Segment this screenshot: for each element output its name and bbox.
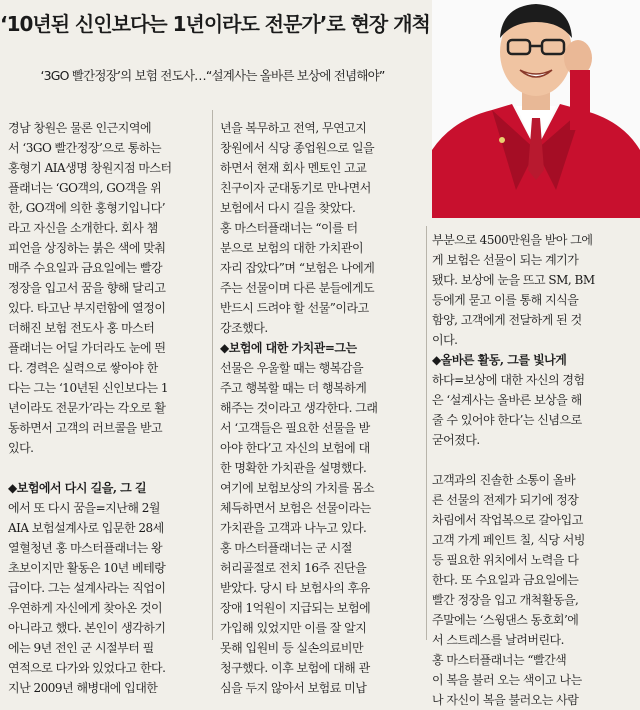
article-line: 라고 자신을 소개한다. 회사 챔 <box>8 221 158 235</box>
article-line: 강조했다. <box>220 321 268 335</box>
article-column-2 <box>220 118 420 698</box>
article-line: 더해진 보험 전도사 홍 마스터 <box>8 321 155 335</box>
article-line: 매주 수요일과 금요일에는 빨강 <box>8 261 163 275</box>
article-line <box>8 458 208 478</box>
article-line: 됐다. 보상에 눈을 뜨고 SM, BM <box>432 273 595 287</box>
article-line: 피언을 상징하는 붉은 색에 맞춰 <box>8 241 166 255</box>
article-line: 굳어졌다. <box>432 433 480 447</box>
article-line: 에는 9년 전인 군 시절부터 필 <box>8 641 154 655</box>
article-line: 분으로 보험의 대한 가치관이 <box>220 241 364 255</box>
article-line: AIA 보험설계사로 입문한 28세 <box>8 521 164 535</box>
article-line: 나 자신이 복을 불러오는 사람 <box>432 693 579 707</box>
article-column-1 <box>8 118 208 698</box>
article-line: 심을 두지 않아서 보험료 미납 <box>220 681 367 695</box>
article-line: 등에게 묻고 이를 통해 지식을 <box>432 293 579 307</box>
article-line: 년이라도 전문가’라는 각오로 활 <box>8 401 166 415</box>
article-line: 부분으로 4500만원을 받아 그에 <box>432 233 593 247</box>
article-line: 장애 1억원이 지급되는 보험에 <box>220 601 371 615</box>
article-line: 초보이지만 활동은 10년 베테랑 <box>8 561 166 575</box>
article-line: 서 ‘고객들은 필요한 선물을 받 <box>220 421 370 435</box>
article-line: 한 명확한 가치관을 설명했다. <box>220 461 367 475</box>
article-line: 이 복을 불러 오는 색이고 나는 <box>432 673 582 687</box>
article-line: 등 필요한 위치에서 노력을 다 <box>432 553 579 567</box>
article-line: 동하면서 고객의 러브콜을 받고 <box>8 421 163 435</box>
article-line: 지난 2009년 해병대에 입대한 <box>8 681 158 695</box>
article-line: 다는 그는 ‘10년된 신인보다는 1 <box>8 381 168 395</box>
article-line: 에서 또 다시 꿈을=지난해 2월 <box>8 501 160 515</box>
article-line: 하면서 현재 회사 멘토인 고교 <box>220 161 367 175</box>
article-line: 아니라고 했다. 본인이 생각하기 <box>8 621 166 635</box>
article-line: 급이다. 그는 설계사라는 직업이 <box>8 581 166 595</box>
article-line: 체득하면서 보험은 선물이라는 <box>220 501 371 515</box>
article-line: 열혈청년 홍 마스터플래너는 왕 <box>8 541 163 555</box>
article-line: 한, GO객에 의한 홍형기입니다’ <box>8 201 166 215</box>
subheadline: ‘3GO 빨간정장’의 보험 전도사…“설계사는 올바른 보상에 전념해야” <box>40 68 385 83</box>
article-line: ◆올바른 활동, 그를 빛나게 <box>432 353 567 367</box>
article-line: 하다=보상에 대한 자신의 경험 <box>432 373 585 387</box>
article-line: 서 스트레스를 날려버린다. <box>432 633 564 647</box>
article-line: 가치관을 고객과 나누고 있다. <box>220 521 367 535</box>
article-line: 년을 복무하고 전역, 무연고지 <box>220 121 367 135</box>
article-line: 주는 선물이며 다른 분들에게도 <box>220 281 375 295</box>
article-line: 창원에서 식당 종업원으로 일을 <box>220 141 375 155</box>
article-line: 정장을 입고서 꿈을 향해 달리고 <box>8 281 166 295</box>
article-line: 연적으로 다가와 있었다고 한다. <box>8 661 166 675</box>
column-divider <box>426 226 427 640</box>
article-line: ◆보험에 대한 가치관=그는 <box>220 341 357 355</box>
article-line: 아야 한다’고 자신의 보험에 대 <box>220 441 370 455</box>
article-line: 홍 마스터플래너는 군 시절 <box>220 541 352 555</box>
article-line: 고객과의 진솔한 소통이 올바 <box>432 473 576 487</box>
article-line: 있다. 타고난 부지런함에 열정이 <box>8 301 166 315</box>
article-line: 고객 가게 페인트 칠, 식당 서빙 <box>432 533 585 547</box>
article-line: 줄 수 있어야 한다’는 신념으로 <box>432 413 582 427</box>
article-line: 빨간 정장을 입고 개척활동을, <box>432 593 579 607</box>
article-line: 선물은 우울할 때는 행복감을 <box>220 361 364 375</box>
article-line: 플래너는 ‘GO객의, GO객을 위 <box>8 181 162 195</box>
article-line: 함양, 고객에게 전달하게 된 것 <box>432 313 582 327</box>
column-divider <box>212 110 213 640</box>
article-line: 해주는 것이라고 생각한다. 그래 <box>220 401 378 415</box>
article-line: 친구이자 군대동기로 만나면서 <box>220 181 371 195</box>
article-line: 게 보험은 선물이 되는 계기가 <box>432 253 579 267</box>
article-line: 한다. 또 수요일과 금요일에는 <box>432 573 579 587</box>
article-line: 서 ‘3GO 빨간정장’으로 통하는 <box>8 141 162 155</box>
article-line: 른 선물의 전제가 되기에 정장 <box>432 493 579 507</box>
person-portrait-icon <box>432 0 640 218</box>
article-line: 우연하게 자신에게 찾아온 것이 <box>8 601 163 615</box>
article-column-3 <box>432 230 632 710</box>
article-line: 못해 입원비 등 실손의료비만 <box>220 641 364 655</box>
article-line: 청구했다. 이후 보험에 대해 관 <box>220 661 370 675</box>
article-line: ◆보험에서 다시 길을, 그 길 <box>8 481 147 495</box>
article-line: 경남 창원은 물론 인근지역에 <box>8 121 152 135</box>
article-line: 있다. <box>8 441 34 455</box>
article-line: 반드시 드려야 할 선물”이라고 <box>220 301 369 315</box>
article-line: 주말에는 ‘스윙댄스 동호회’에 <box>432 613 579 627</box>
article-line: 은 ‘설계사는 올바른 보상을 해 <box>432 393 582 407</box>
article-line: 플래너는 어딜 가더라도 눈에 띈 <box>8 341 166 355</box>
article-line: 이다. <box>432 333 458 347</box>
portrait-photo <box>432 0 640 218</box>
article-line: 여기에 보험보상의 가치를 몸소 <box>220 481 375 495</box>
article-line: 받았다. 당시 타 보험사의 후유 <box>220 581 370 595</box>
article-line: 홍 마스터플래너는 “빨간색 <box>432 653 567 667</box>
article-line: 허리골절로 전치 16주 진단을 <box>220 561 367 575</box>
article-line: 차림에서 작업복으로 갈아입고 <box>432 513 583 527</box>
headline: ‘10년된 신인보다는 1년이라도 전문가’로 현장 개척 <box>0 12 430 36</box>
article-line: 가입해 있었지만 이를 잘 알지 <box>220 621 367 635</box>
article-line <box>432 450 632 470</box>
article-line: 주고 행복할 때는 더 행복하게 <box>220 381 367 395</box>
article-line: 다. 경력은 실력으로 쌓아야 한 <box>8 361 158 375</box>
article-line: 자리 잡았다”며 “보험은 나에게 <box>220 261 375 275</box>
article-line: 홍형기 AIA생명 창원지점 마스터 <box>8 161 172 175</box>
article-line: 보험에서 다시 길을 찾았다. <box>220 201 356 215</box>
article-line: 홍 마스터플래너는 “이를 터 <box>220 221 358 235</box>
